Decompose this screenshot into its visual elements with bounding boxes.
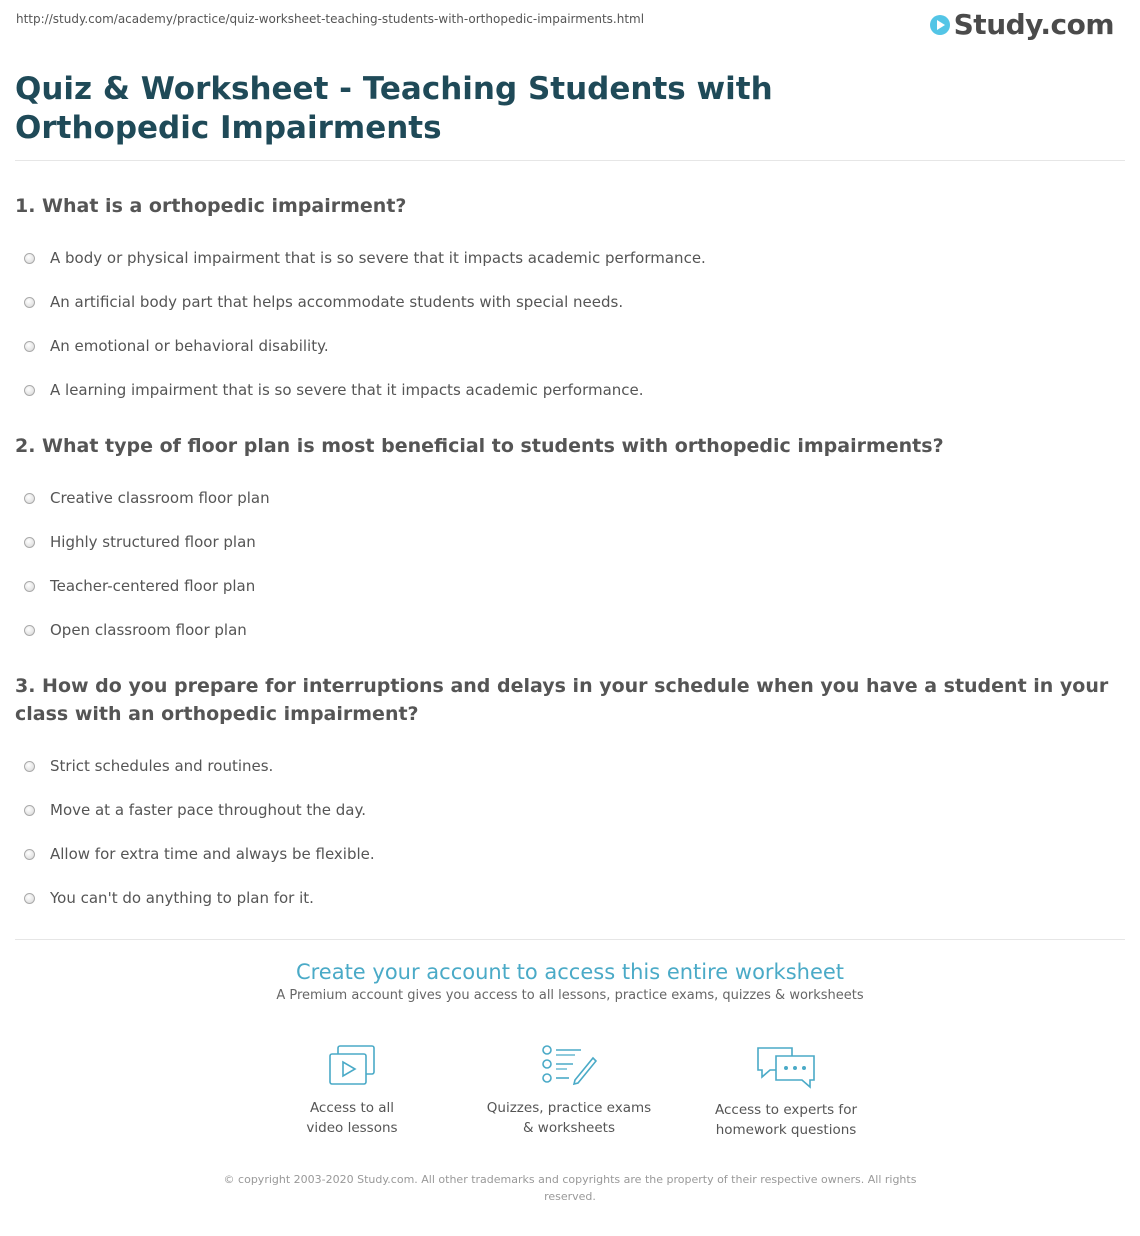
answer-option[interactable] [15, 520, 1125, 564]
feature-label-line: Access to experts for [714, 1102, 857, 1118]
answer-label: An emotional or behavioral disability. [50, 337, 329, 355]
question-text: 2. What type of floor plan is most beneficial to students with orthopedic impairments? [15, 435, 944, 457]
create-account-link[interactable]: Create your account to access this entire worksheet [295, 960, 845, 984]
feature-label-line: homework questions [715, 1122, 857, 1138]
answer-option[interactable] [15, 236, 1125, 280]
radio-button-icon[interactable] [24, 253, 35, 264]
answer-label: Teacher-centered floor plan [50, 577, 256, 595]
question-2 [15, 432, 1125, 652]
title-divider [15, 160, 1125, 161]
answer-option[interactable] [15, 876, 1125, 920]
top-bar [0, 0, 1140, 60]
answer-option[interactable] [15, 744, 1125, 788]
answer-label: Creative classroom floor plan [50, 489, 270, 507]
answer-option[interactable] [15, 324, 1125, 368]
page-title: Quiz & Worksheet - Teaching Students with Orthopedic Impairments [15, 71, 773, 146]
quiz-checklist-icon [541, 1044, 597, 1088]
feature-quizzes [469, 1044, 669, 1138]
cta-divider [15, 939, 1125, 940]
radio-button-icon[interactable] [24, 297, 35, 308]
feature-label-line: Quizzes, practice exams [486, 1100, 652, 1116]
create-account-section [0, 960, 1140, 1003]
answer-label: Move at a faster pace throughout the day. [50, 801, 366, 819]
feature-video-lessons [252, 1044, 452, 1138]
answer-label: Highly structured floor plan [50, 533, 256, 551]
answer-label: A learning impairment that is so severe that it impacts academic performance. [50, 381, 644, 399]
logo-text: Study.com [953, 8, 1114, 41]
question-1 [15, 192, 1125, 412]
copyright-footer [215, 1171, 925, 1205]
radio-button-icon[interactable] [24, 893, 35, 904]
question-3 [15, 672, 1125, 920]
feature-label-line: & worksheets [522, 1120, 615, 1136]
answer-list [15, 236, 1125, 412]
question-text: 1. What is a orthopedic impairment? [15, 195, 407, 217]
radio-button-icon[interactable] [24, 493, 35, 504]
study-logo[interactable] [930, 8, 1114, 41]
answer-label: You can't do anything to plan for it. [50, 889, 314, 907]
answer-label: An artificial body part that helps accommodate students with special needs. [50, 293, 624, 311]
answer-label: A body or physical impairment that is so severe that it impacts academic performance. [50, 249, 706, 267]
radio-button-icon[interactable] [24, 581, 35, 592]
copyright-text: © copyright 2003-2020 Study.com. All other trademarks and copyrights are the property of their respective owners. All rights [223, 1173, 917, 1186]
answer-option[interactable] [15, 368, 1125, 412]
radio-button-icon[interactable] [24, 625, 35, 636]
answer-option[interactable] [15, 564, 1125, 608]
answer-option[interactable] [15, 788, 1125, 832]
answer-label: Open classroom floor plan [50, 621, 247, 639]
answer-list [15, 744, 1125, 920]
copyright-text: reserved. [544, 1190, 596, 1203]
radio-button-icon[interactable] [24, 341, 35, 352]
feature-label-line: video lessons [306, 1120, 398, 1136]
radio-button-icon[interactable] [24, 805, 35, 816]
play-logo-icon [930, 15, 950, 35]
answer-label: Strict schedules and routines. [50, 757, 274, 775]
premium-description: A Premium account gives you access to all lessons, practice exams, quizzes & worksheets [276, 988, 864, 1003]
answer-option[interactable] [15, 832, 1125, 876]
feature-label-line: Access to all [309, 1100, 395, 1116]
answer-label: Allow for extra time and always be flexible. [50, 845, 375, 863]
question-text: 3. How do you prepare for interruptions and delays in your schedule when you have a student in your class with an orthopedic impairment? [15, 675, 1109, 725]
answer-option[interactable] [15, 608, 1125, 652]
radio-button-icon[interactable] [24, 849, 35, 860]
video-lessons-icon [326, 1044, 378, 1088]
answer-list [15, 476, 1125, 652]
answer-option[interactable] [15, 280, 1125, 324]
radio-button-icon[interactable] [24, 385, 35, 396]
page-url: http://study.com/academy/practice/quiz-worksheet-teaching-students-with-orthopedic-impairments.html [16, 12, 645, 26]
chat-bubbles-icon [754, 1044, 818, 1090]
feature-experts [686, 1044, 886, 1140]
radio-button-icon[interactable] [24, 537, 35, 548]
radio-button-icon[interactable] [24, 761, 35, 772]
answer-option[interactable] [15, 476, 1125, 520]
